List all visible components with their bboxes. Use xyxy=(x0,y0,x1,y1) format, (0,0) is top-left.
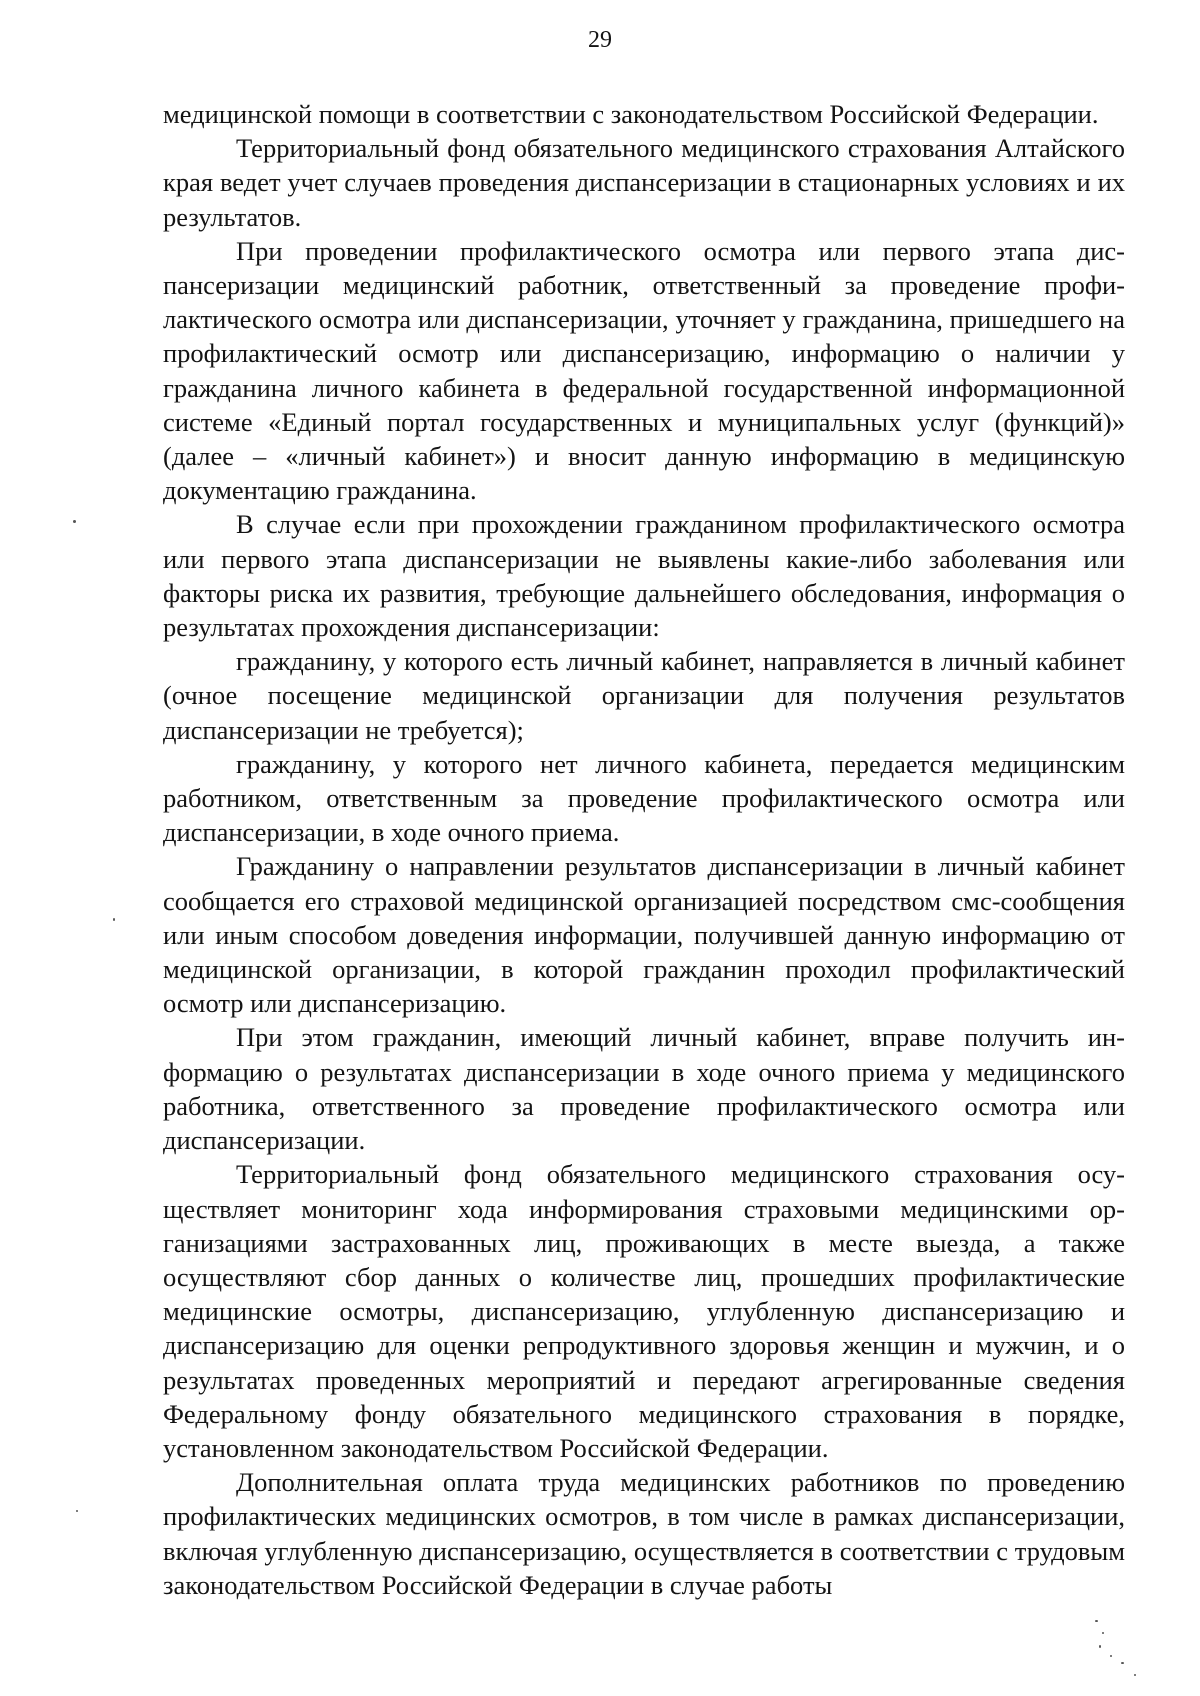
paragraph-tfoms-accounting: Территориальный фонд обязательного медицинского страхования Алтайского края ведет учет случаев проведения диспансеризации в стационарных условиях и их результатов. xyxy=(163,133,1125,232)
paragraph-personal-account-check: При проведении профилактического осмотра или первого этапа диспансеризации медицинский работник, ответственный за проведение профилактического осмотра или диспансеризации, уточняет у гражданина, пришедшего на профилактический осмотр или диспансеризацию, информацию о наличии у гражданина личного кабинета в федеральной государственной информационной системе «Единый портал государственных и муниципальных услуг (функций)» (далее – «личный кабинет») и вносит данную информацию в медицинскую документацию гражданина. xyxy=(163,235,1125,506)
paragraph-monitoring: Территориальный фонд обязательного медицинского страхования осуществляет мониторинг хода информирования страховыми медицинскими организациями застрахованных лиц, проживающих в месте выезда, а также осуществляют сбор данных о количестве лиц, прошедших профилактические медицинские осмотры, диспансеризацию, углубленную диспансеризацию и диспансеризацию для оценки репродуктивного здоровья женщин и мужчин, и о результатах проведенных мероприятий и передают агрегированные сведения Федеральному фонду обязательного медицинского страхования в порядке, установленном законодательством Российской Федерации. xyxy=(163,1159,1125,1463)
scan-speck xyxy=(1099,1645,1101,1648)
paragraph-with-account: гражданину, у которого есть личный кабинет, направляется в личный кабинет (очное посещение медицинской организации для получения результатов диспансеризации не требуется); xyxy=(163,646,1125,745)
paragraph-continuation: медицинской помощи в соответствии с законодательством Российской Федерации. xyxy=(163,99,1099,129)
document-body xyxy=(163,97,1125,1602)
paragraph-additional-pay: Дополнительная оплата труда медицинских работников по проведению профилактических медицинских осмотров, в том числе в рамках диспансеризации, включая углубленную диспансеризацию, осуществляется в соответствии с трудовым законодательством Российской Федерации в случае работы xyxy=(163,1467,1125,1600)
paragraph-no-diseases-found: В случае если при прохождении гражданином профилактического осмотра или первого этапа диспансеризации не выявлены какие-либо заболевания или факторы риска их развития, требующие дальнейшего обследования, информация о результатах прохождения диспансеризации: xyxy=(163,509,1125,643)
scan-speck xyxy=(1095,1620,1098,1622)
scan-speck xyxy=(76,1510,78,1512)
paragraph-without-account: гражданину, у которого нет личного кабинета, передается медицинским работником, ответственным за проведение профилактического осмотра или диспансеризации, в ходе очного приема. xyxy=(163,748,1125,848)
scan-speck xyxy=(1134,1674,1136,1676)
scan-speck xyxy=(1121,1662,1124,1664)
scan-speck xyxy=(1102,1632,1104,1634)
page-number: 29 xyxy=(588,27,612,53)
scan-speck xyxy=(73,520,76,523)
paragraph-notification: Гражданину о направлении результатов диспансеризации в личный кабинет сообщается его страховой медицинской организацией посредством смс-сообщения или иным способом доведения информации, получившей данную информацию от медицинской организации, в которой гражданин проходил профилактический осмотр или диспансеризацию. xyxy=(163,851,1125,1019)
scan-speck xyxy=(113,918,115,921)
paragraph-in-person-results: При этом гражданин, имеющий личный кабинет, вправе получить информацию о результатах диспансеризации в ходе очного приема у медицинского работника, ответственного за проведение профилактического осмотра или диспансеризации. xyxy=(163,1022,1125,1156)
scan-speck xyxy=(1110,1655,1112,1657)
